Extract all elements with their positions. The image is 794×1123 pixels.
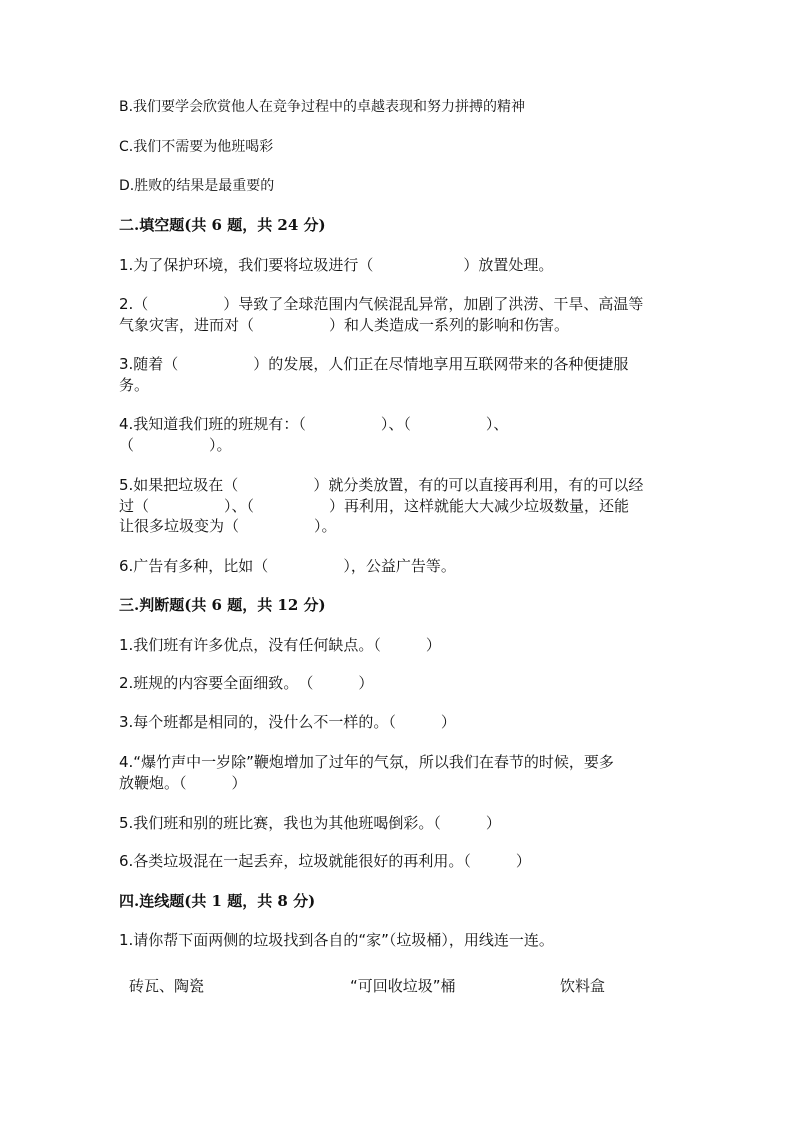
fill-question-5-line-2: 过（ ）、（ ）再利用，这样就能大大减少垃圾数量，还能 <box>119 497 630 515</box>
fill-question-2-line-1: 2.（ ）导致了全球范围内气候混乱异常，加剧了洪涝、干旱、高温等 <box>119 295 644 313</box>
fill-question-3-line-2: 务。 <box>119 376 150 394</box>
fill-question-6: 6.广告有多种，比如（ ），公益广告等。 <box>119 557 456 575</box>
fill-question-4-line-2: （ ）。 <box>119 436 232 454</box>
option-d: D.胜败的结果是最重要的 <box>119 178 275 194</box>
judge-question-1: 1.我们班有许多优点，没有任何缺点。（ ） <box>119 636 441 654</box>
section-judge-heading: 三.判断题(共 6 题，共 12 分) <box>119 596 326 614</box>
judge-question-3: 3.每个班都是相同的，没什么不一样的。（ ） <box>119 713 456 731</box>
fill-question-2-line-2: 气象灾害，进而对（ ）和人类造成一系列的影响和伤害。 <box>119 316 570 334</box>
fill-question-5-line-1: 5.如果把垃圾在（ ）就分类放置，有的可以直接再利用，有的可以经 <box>119 476 644 494</box>
section-fill-heading: 二.填空题(共 6 题，共 24 分) <box>119 216 326 234</box>
judge-question-6: 6.各类垃圾混在一起丢弃，垃圾就能很好的再利用。（ ） <box>119 852 531 870</box>
match-question-1: 1.请你帮下面两侧的垃圾找到各自的“家”（垃圾桶），用线连一连。 <box>119 931 554 949</box>
match-middle-item: “可回收垃圾”桶 <box>350 977 456 995</box>
fill-question-4-line-1: 4.我知道我们班的班规有：（ ）、（ ）、 <box>119 415 509 433</box>
match-right-item: 饮料盒 <box>560 977 606 995</box>
judge-question-5: 5.我们班和别的班比赛，我也为其他班喝倒彩。（ ） <box>119 814 501 832</box>
option-c: C.我们不需要为他班喝彩 <box>119 139 274 155</box>
section-match-heading: 四.连线题(共 1 题，共 8 分) <box>119 892 316 910</box>
judge-question-4-line-2: 放鞭炮。（ ） <box>119 774 247 792</box>
match-left-item: 砖瓦、陶瓷 <box>129 977 205 995</box>
option-b: B.我们要学会欣赏他人在竞争过程中的卓越表现和努力拼搏的精神 <box>119 99 526 115</box>
fill-question-3-line-1: 3.随着（ ）的发展，人们正在尽情地享用互联网带来的各种便捷服 <box>119 355 629 373</box>
fill-question-5-line-3: 让很多垃圾变为（ ）。 <box>119 517 337 535</box>
fill-question-1: 1.为了保护环境，我们要将垃圾进行（ ）放置处理。 <box>119 256 554 274</box>
judge-question-2: 2.班规的内容要全面细致。 （ ） <box>119 674 374 692</box>
judge-question-4-line-1: 4.“爆竹声中一岁除”鞭炮增加了过年的气氛，所以我们在春节的时候，要多 <box>119 753 614 771</box>
